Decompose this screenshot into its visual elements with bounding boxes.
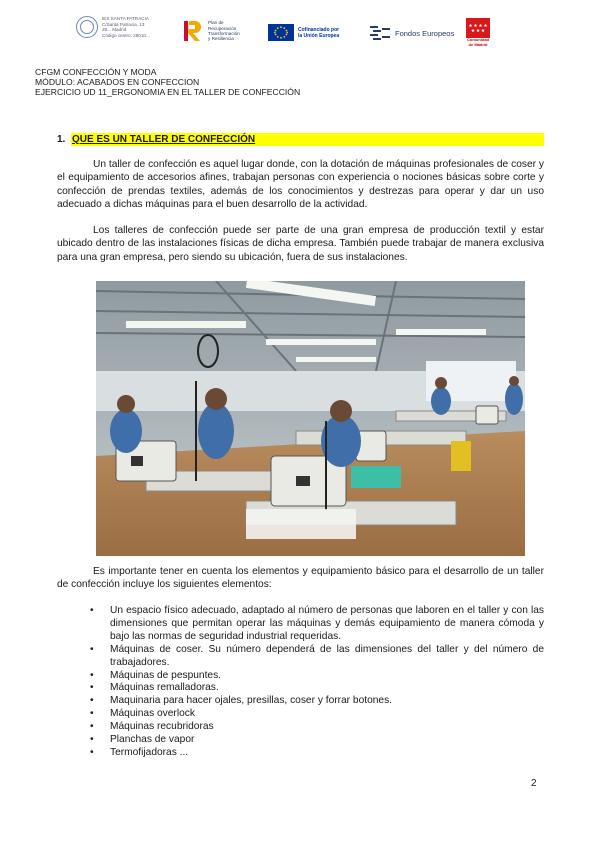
paragraph-text: Es importante tener en cuenta los elementos y equipamiento básico para el desarrollo de un taller de confección incluye los siguientes elementos: [57, 566, 544, 591]
cam-line: de Madrid [468, 41, 488, 47]
list-item: • Maquinaria para hacer ojales, presillas, coser y forrar botones. [90, 695, 544, 708]
eu-text [298, 27, 358, 39]
paragraph-text: Los talleres de confección puede ser parte de una gran empresa de producción textil y estar ubicado dentro de las instalaciones físicas de dicha empresa. También puede trabajar de manera exclusiva para una gran empresa, pero siendo su ubicación, fuera de sus instalaciones. [57, 225, 544, 263]
section-number: 1. [57, 134, 66, 145]
recovery-plan-emblem-icon [182, 19, 204, 43]
ies-line: Código centro: 28010... [102, 32, 150, 38]
list-item: • Termofijadoras ... [90, 747, 544, 760]
course-header [35, 67, 300, 97]
madrid-flag-icon [466, 18, 490, 38]
list-item: • Planchas de vapor [90, 734, 544, 747]
workshop-photo [96, 281, 525, 556]
course-exercise: EJERCICIO UD 11_ERGONOMIA EN EL TALLER DE CONFECCIÓN [35, 87, 301, 97]
list-item: • Máquinas overlock [90, 708, 544, 721]
prtr-line: y Resiliencia [208, 36, 234, 42]
ies-line: 28... Madrid [102, 27, 127, 33]
fondos-europeos-label: Fondos Europeos [395, 28, 455, 38]
prtr-line: Plan de [208, 20, 224, 26]
course-cycle: CFGM CONFECCIÓN Y MODA [35, 67, 157, 77]
comunidad-madrid-text [467, 38, 489, 47]
eu-line: Cofinanciado por [298, 26, 340, 33]
ies-logo [76, 16, 172, 38]
recovery-plan-text [208, 20, 252, 42]
list-item: • Un espacio físico adecuado, adaptado al número de personas que laboren en el taller y con las dimensiones que permitan operar las máquinas y demás equipamiento de manera cómoda y bajo las normas de seguridad industrial requeridas. [90, 605, 544, 644]
section-title: QUE ES UN TALLER DE CONFECCIÓN [72, 134, 256, 145]
prtr-line: Recuperación, [208, 25, 238, 31]
ies-line: C/Santa Patracia, 13 [102, 21, 145, 27]
page-number: 2 [531, 778, 537, 789]
ies-emblem-icon [76, 16, 98, 38]
paragraph-definition [57, 158, 544, 211]
ies-line: IES SANTA PATRACIA [102, 16, 149, 21]
recovery-plan-logo [182, 19, 252, 43]
paragraph-location [57, 224, 544, 264]
cam-line: Comunidad [467, 37, 489, 42]
eu-flag-icon [268, 24, 294, 41]
paragraph-text: Un taller de confección es aquel lugar donde, con la dotación de máquinas profesionales de coser y el equipamiento de accesorios afines, trabajan personas con experiencia o nociones básicas sobre corte y confección de prendas textiles, además de los conocimientos y destrezas para operar y dar un uso adecuado a dichas máquinas para el buen desarrollo de la actividad. [57, 159, 544, 210]
prtr-line: Transformación [208, 31, 240, 36]
eu-cofinanced-logo [268, 24, 358, 41]
ies-address [102, 16, 172, 38]
section-highlight [71, 133, 544, 146]
comunidad-madrid-logo [466, 18, 490, 47]
course-module: MÓDULO: ACABADOS EN CONFECCION [35, 77, 200, 87]
list-item: • Máquinas de coser. Su número dependerá de las dimensiones del taller y del número de trabajadores. [90, 644, 544, 670]
equipment-list [90, 605, 544, 760]
paragraph-elements-intro [57, 565, 544, 592]
section-heading [57, 133, 544, 146]
eu-line: la Unión Europea [298, 32, 340, 39]
list-item: • Máquinas de pespuntes. [90, 670, 544, 683]
list-item: • Máquinas recubridoras [90, 721, 544, 734]
fondos-europeos-emblem-icon [370, 25, 392, 41]
list-item: • Máquinas remalladoras. [90, 682, 544, 695]
fondos-europeos-logo [370, 25, 454, 41]
